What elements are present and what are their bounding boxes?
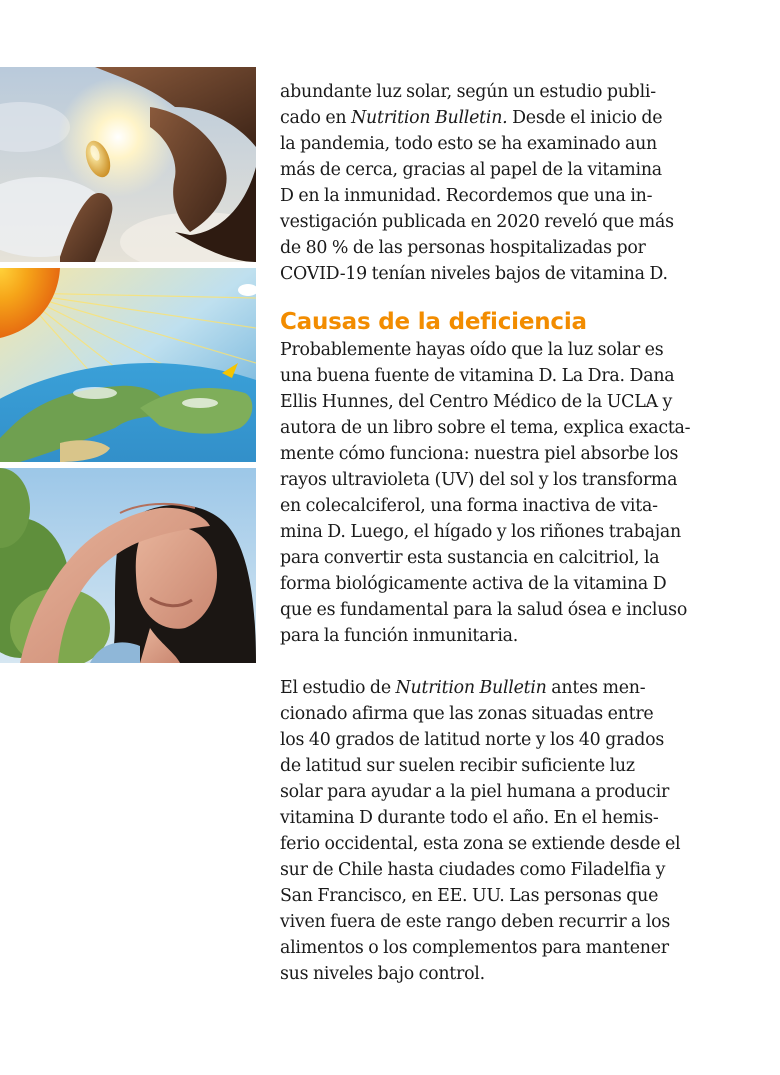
- text-line: Ellis Hunnes, del Centro Médico de la UCLA y: [280, 392, 673, 412]
- text-line: viven fuera de este rango deben recurrir a los: [280, 912, 671, 932]
- body-paragraph-1: [280, 79, 750, 287]
- text-line: una buena fuente de vitamina D. La Dra. Dana: [280, 366, 675, 386]
- text-line: [280, 675, 750, 701]
- text-line: D en la inmunidad. Recordemos que una in-: [280, 186, 653, 206]
- body-paragraph-2: [280, 337, 750, 649]
- text-line: de 80 % de las personas hospitalizadas por: [280, 238, 646, 258]
- text-line: mina D. Luego, el hígado y los riñones trabajan: [280, 522, 681, 542]
- text-line: solar para ayudar a la piel humana a producir: [280, 782, 670, 802]
- text-line: para convertir esta sustancia en calcitriol, la: [280, 548, 660, 568]
- text-line: sus niveles bajo control.: [280, 964, 485, 984]
- text-line: COVID-19 tenían niveles bajos de vitamina D.: [280, 264, 668, 284]
- text-line: en colecalciferol, una forma inactiva de vita-: [280, 496, 658, 516]
- text-line: cionado afirma que las zonas situadas entre: [280, 704, 654, 724]
- text-line: autora de un libro sobre el tema, explica exacta-: [280, 418, 691, 438]
- text-line: más de cerca, gracias al papel de la vitamina: [280, 160, 662, 180]
- text-line: vestigación publicada en 2020 reveló que más: [280, 212, 674, 232]
- text-line: sur de Chile hasta ciudades como Filadelfia y: [280, 860, 666, 880]
- text-line: los 40 grados de latitud norte y los 40 grados: [280, 730, 665, 750]
- text-line: mente cómo funciona: nuestra piel absorbe los: [280, 444, 679, 464]
- capsule-in-sunlight-photo: [0, 67, 256, 262]
- woman-shading-eyes-photo: [0, 468, 256, 663]
- text-line: de latitud sur suelen recibir suficiente luz: [280, 756, 635, 776]
- text-line: que es fundamental para la salud ósea e incluso: [280, 600, 688, 620]
- body-paragraph-3: [280, 675, 750, 987]
- text-line: forma biológicamente activa de la vitamina D: [280, 574, 667, 594]
- text-line: San Francisco, en EE. UU. Las personas que: [280, 886, 659, 906]
- section-heading: Causas de la deficiencia: [280, 309, 587, 335]
- text-line: ferio occidental, esta zona se extiende desde el: [280, 834, 681, 854]
- text-line: para la función inmunitaria.: [280, 626, 519, 646]
- text-span: Desde el inicio de: [507, 108, 663, 128]
- text-line: la pandemia, todo esto se ha examinado aun: [280, 134, 657, 154]
- text-span: cado en: [280, 108, 352, 128]
- text-line: alimentos o los complementos para mantener: [280, 938, 669, 958]
- text-line: vitamina D durante todo el año. En el hemis-: [280, 808, 659, 828]
- text-span: antes men-: [546, 678, 646, 698]
- journal-title: Nutrition Bulletin.: [351, 108, 508, 128]
- sun-over-earth-photo: [0, 268, 256, 462]
- text-line: [280, 105, 750, 131]
- text-span: El estudio de: [280, 678, 396, 698]
- text-line: rayos ultravioleta (UV) del sol y los transforma: [280, 470, 678, 490]
- text-line: abundante luz solar, según un estudio publi-: [280, 82, 656, 102]
- journal-title: Nutrition Bulletin: [395, 678, 547, 698]
- text-line: Probablemente hayas oído que la luz solar es: [280, 340, 664, 360]
